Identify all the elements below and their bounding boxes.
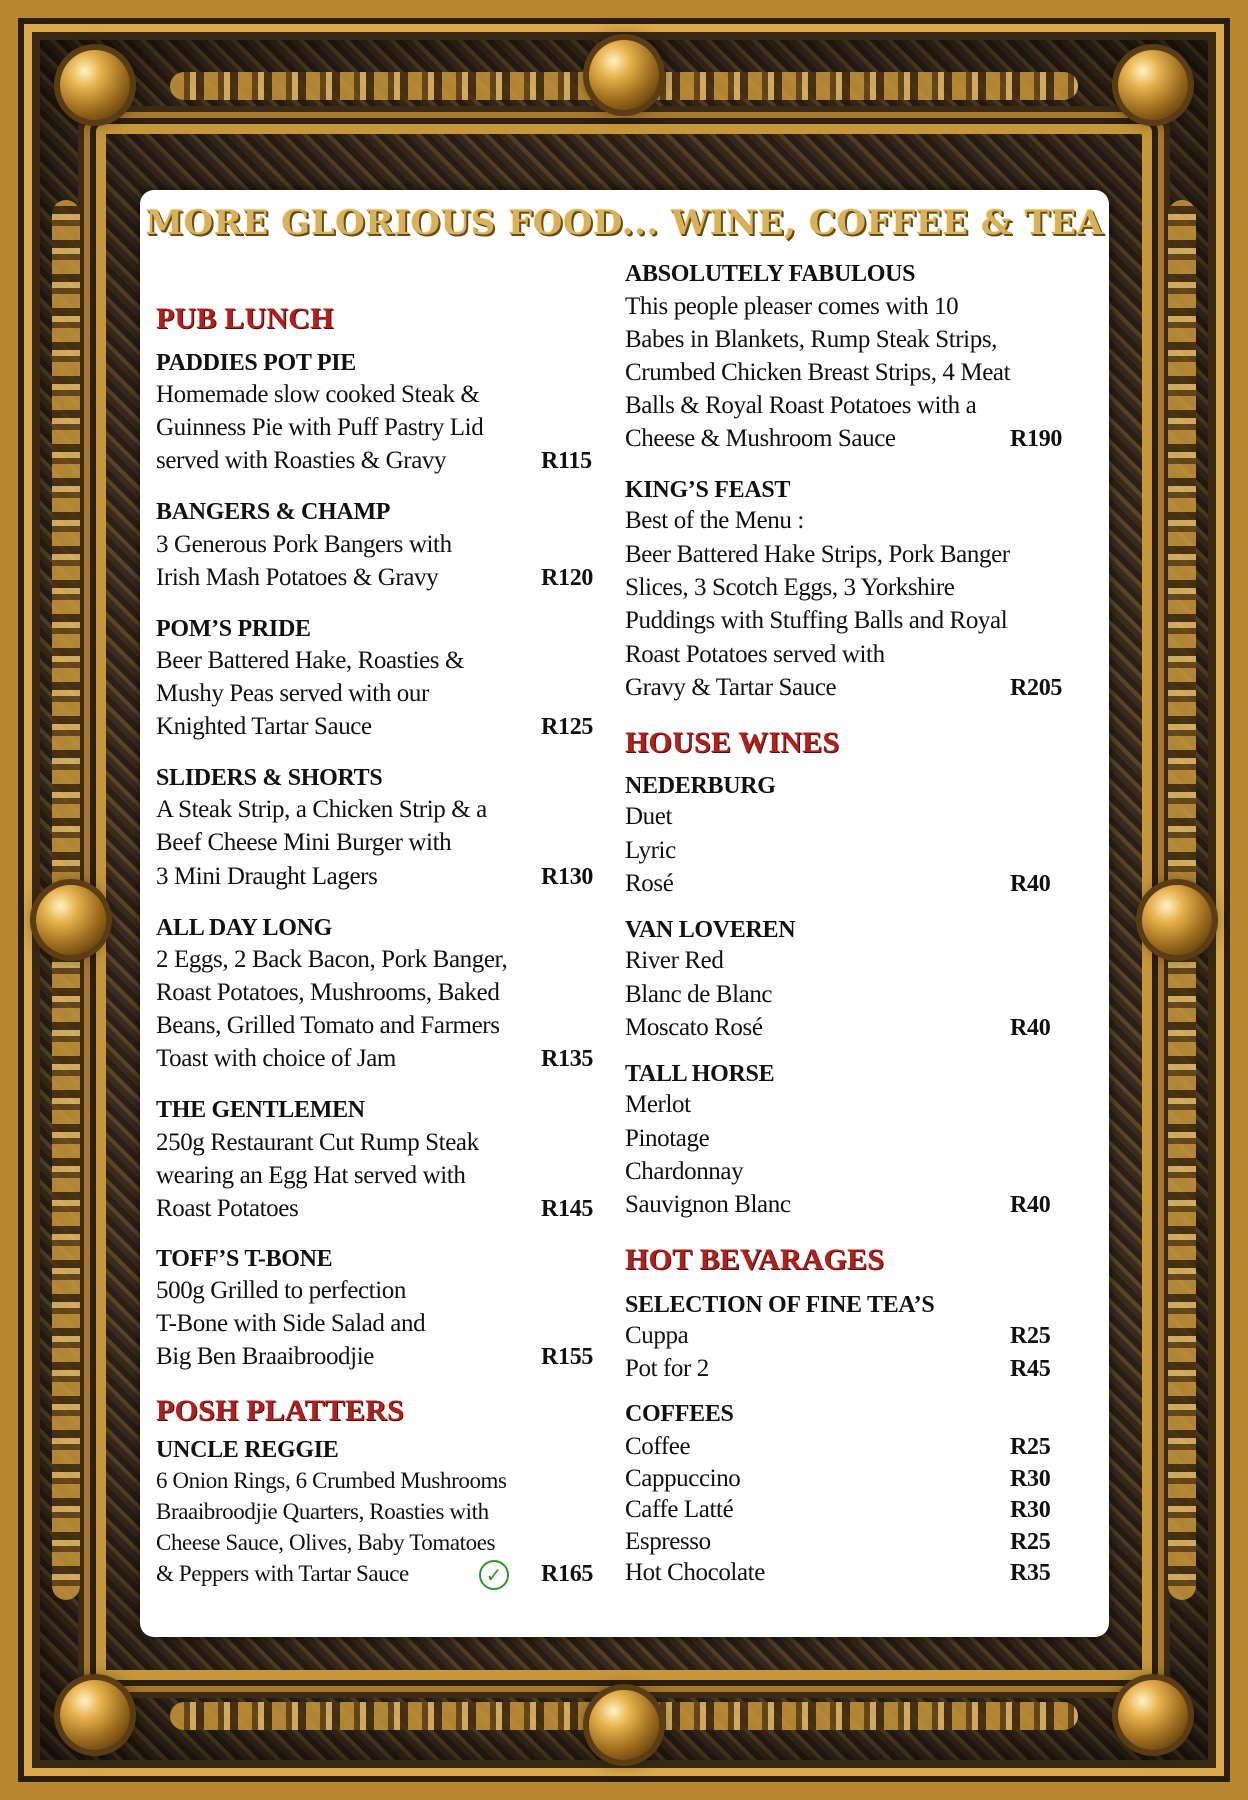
menu-item-price: R205 bbox=[1010, 675, 1063, 701]
menu-item-description: Irish Mash Potatoes & Gravy bbox=[156, 564, 439, 591]
menu-item-description: Balls & Royal Roast Potatoes with a bbox=[625, 392, 977, 419]
menu-item-description: Beer Battered Hake, Roasties & bbox=[156, 647, 465, 674]
section-heading-house-wines: HOUSE WINES bbox=[625, 726, 840, 759]
menu-item-price: R135 bbox=[541, 1046, 594, 1072]
beverage-price: R25 bbox=[1010, 1529, 1051, 1555]
beverage-price: R35 bbox=[1010, 1560, 1051, 1586]
menu-item-description: A Steak Strip, a Chicken Strip & a bbox=[156, 796, 487, 823]
menu-item-description: 6 Onion Rings, 6 Crumbed Mushrooms bbox=[156, 1468, 507, 1493]
menu-item-description: Roast Potatoes served with bbox=[625, 641, 885, 668]
wine-price: R40 bbox=[1010, 1192, 1051, 1218]
menu-item-price: R125 bbox=[541, 714, 594, 740]
menu-item-description: This people pleaser comes with 10 bbox=[625, 293, 959, 320]
menu-item-price: R145 bbox=[541, 1196, 594, 1222]
beverage-group-name: COFFEES bbox=[625, 1401, 734, 1427]
menu-item-description: 3 Generous Pork Bangers with bbox=[156, 531, 452, 558]
menu-item-price: R165 bbox=[541, 1561, 594, 1587]
wine-item: Rosé bbox=[625, 870, 674, 897]
beverage-group-name: SELECTION OF FINE TEA’S bbox=[625, 1292, 935, 1318]
wine-item: Lyric bbox=[625, 837, 676, 864]
menu-item-name: BANGERS & CHAMP bbox=[156, 499, 391, 525]
beverage-price: R30 bbox=[1010, 1497, 1051, 1523]
menu-item-name: TOFF’S T-BONE bbox=[156, 1246, 333, 1272]
menu-item-description: Mushy Peas served with our bbox=[156, 680, 429, 707]
beverage-price: R25 bbox=[1010, 1323, 1051, 1349]
beverage-item: Hot Chocolate bbox=[625, 1559, 765, 1586]
section-heading-pub-lunch: PUB LUNCH bbox=[156, 302, 334, 335]
menu-item-price: R120 bbox=[541, 565, 594, 591]
wine-item: Pinotage bbox=[625, 1125, 710, 1152]
menu-item-description: 3 Mini Draught Lagers bbox=[156, 863, 378, 890]
wine-item: Merlot bbox=[625, 1091, 691, 1118]
wine-item: Chardonnay bbox=[625, 1158, 744, 1185]
menu-item-description: Guinness Pie with Puff Pastry Lid bbox=[156, 414, 484, 441]
menu-item-name: THE GENTLEMEN bbox=[156, 1097, 365, 1123]
beverage-item: Espresso bbox=[625, 1528, 711, 1555]
beverage-price: R45 bbox=[1010, 1356, 1051, 1382]
menu-item-description: Homemade slow cooked Steak & bbox=[156, 381, 480, 408]
frame-ornament-top-right bbox=[1118, 50, 1188, 120]
menu-item-description: Cheese & Mushroom Sauce bbox=[625, 425, 896, 452]
menu-item-name: ABSOLUTELY FABULOUS bbox=[625, 261, 916, 287]
menu-item-description: Toast with choice of Jam bbox=[156, 1045, 396, 1072]
wine-brand: VAN LOVEREN bbox=[625, 917, 796, 943]
beverage-price: R30 bbox=[1010, 1466, 1051, 1492]
menu-item-description: Cheese Sauce, Olives, Baby Tomatoes bbox=[156, 1530, 496, 1555]
menu-item-name: UNCLE REGGIE bbox=[156, 1437, 339, 1463]
menu-item-description: 2 Eggs, 2 Back Bacon, Pork Banger, bbox=[156, 946, 508, 973]
menu-item-description: Roast Potatoes bbox=[156, 1195, 299, 1222]
menu-item-name: POM’S PRIDE bbox=[156, 616, 311, 642]
beverage-item: Coffee bbox=[625, 1433, 691, 1460]
menu-item-description: Puddings with Stuffing Balls and Royal bbox=[625, 607, 1008, 634]
menu-item-description: & Peppers with Tartar Sauce bbox=[156, 1561, 409, 1586]
menu-item-description: Slices, 3 Scotch Eggs, 3 Yorkshire bbox=[625, 574, 955, 601]
wine-item: Duet bbox=[625, 803, 672, 830]
menu-title: MORE GLORIOUS FOOD... WINE, COFFEE & TEA bbox=[145, 203, 1104, 243]
frame-ornament-bottom-right bbox=[1118, 1680, 1188, 1750]
wine-item: Sauvignon Blanc bbox=[625, 1191, 791, 1218]
menu-item-price: R130 bbox=[541, 864, 594, 890]
frame-ornament-top-center bbox=[589, 40, 659, 110]
menu-item-description: Braaibroodjie Quarters, Roasties with bbox=[156, 1499, 489, 1524]
frame-ornament-middle-right bbox=[1142, 885, 1212, 955]
menu-item-name: KING’S FEAST bbox=[625, 477, 791, 503]
frame-ornament-top-left bbox=[60, 50, 130, 120]
menu-item-description: Big Ben Braaibroodjie bbox=[156, 1343, 374, 1370]
menu-item-description: Beer Battered Hake Strips, Pork Banger bbox=[625, 541, 1010, 568]
menu-item-description: Knighted Tartar Sauce bbox=[156, 713, 372, 740]
menu-item-description: wearing an Egg Hat served with bbox=[156, 1162, 466, 1189]
wine-item: Blanc de Blanc bbox=[625, 981, 773, 1008]
menu-item-name: SLIDERS & SHORTS bbox=[156, 765, 383, 791]
frame-ornament-bottom-center bbox=[589, 1690, 659, 1760]
menu-item-description: Babes in Blankets, Rump Steak Strips, bbox=[625, 326, 997, 353]
menu-item-description: Roast Potatoes, Mushrooms, Baked bbox=[156, 979, 500, 1006]
menu-item-price: R115 bbox=[541, 448, 592, 474]
wine-item: River Red bbox=[625, 947, 724, 974]
menu-item-description: 500g Grilled to perfection bbox=[156, 1277, 406, 1304]
beverage-item: Pot for 2 bbox=[625, 1355, 709, 1382]
menu-item-price: R190 bbox=[1010, 426, 1063, 452]
menu-item-description: Gravy & Tartar Sauce bbox=[625, 674, 837, 701]
beverage-item: Cuppa bbox=[625, 1322, 689, 1349]
menu-item-name: ALL DAY LONG bbox=[156, 915, 333, 941]
menu-item-description: T-Bone with Side Salad and bbox=[156, 1310, 426, 1337]
beverage-item: Cappuccino bbox=[625, 1465, 741, 1492]
menu-item-description: 250g Restaurant Cut Rump Steak bbox=[156, 1129, 479, 1156]
frame-ornament-middle-left bbox=[36, 885, 106, 955]
wine-brand: NEDERBURG bbox=[625, 773, 776, 799]
section-heading-hot-beverages: HOT BEVARAGES bbox=[625, 1243, 885, 1276]
wine-price: R40 bbox=[1010, 1015, 1051, 1041]
frame-ornament-bottom-left bbox=[60, 1680, 130, 1750]
vegetarian-leaf-icon: ✓ bbox=[479, 1560, 509, 1590]
menu-item-description: Beans, Grilled Tomato and Farmers bbox=[156, 1012, 500, 1039]
beverage-item: Caffe Latté bbox=[625, 1496, 734, 1523]
menu-item-description: Best of the Menu : bbox=[625, 507, 804, 534]
wine-item: Moscato Rosé bbox=[625, 1014, 763, 1041]
menu-item-description: Beef Cheese Mini Burger with bbox=[156, 829, 452, 856]
beverage-price: R25 bbox=[1010, 1434, 1051, 1460]
menu-item-description: Crumbed Chicken Breast Strips, 4 Meat bbox=[625, 359, 1011, 386]
section-heading-posh-platters: POSH PLATTERS bbox=[156, 1394, 404, 1427]
wine-price: R40 bbox=[1010, 871, 1051, 897]
menu-item-name: PADDIES POT PIE bbox=[156, 350, 356, 376]
wine-brand: TALL HORSE bbox=[625, 1061, 775, 1087]
menu-item-description: served with Roasties & Gravy bbox=[156, 447, 447, 474]
menu-item-price: R155 bbox=[541, 1344, 594, 1370]
